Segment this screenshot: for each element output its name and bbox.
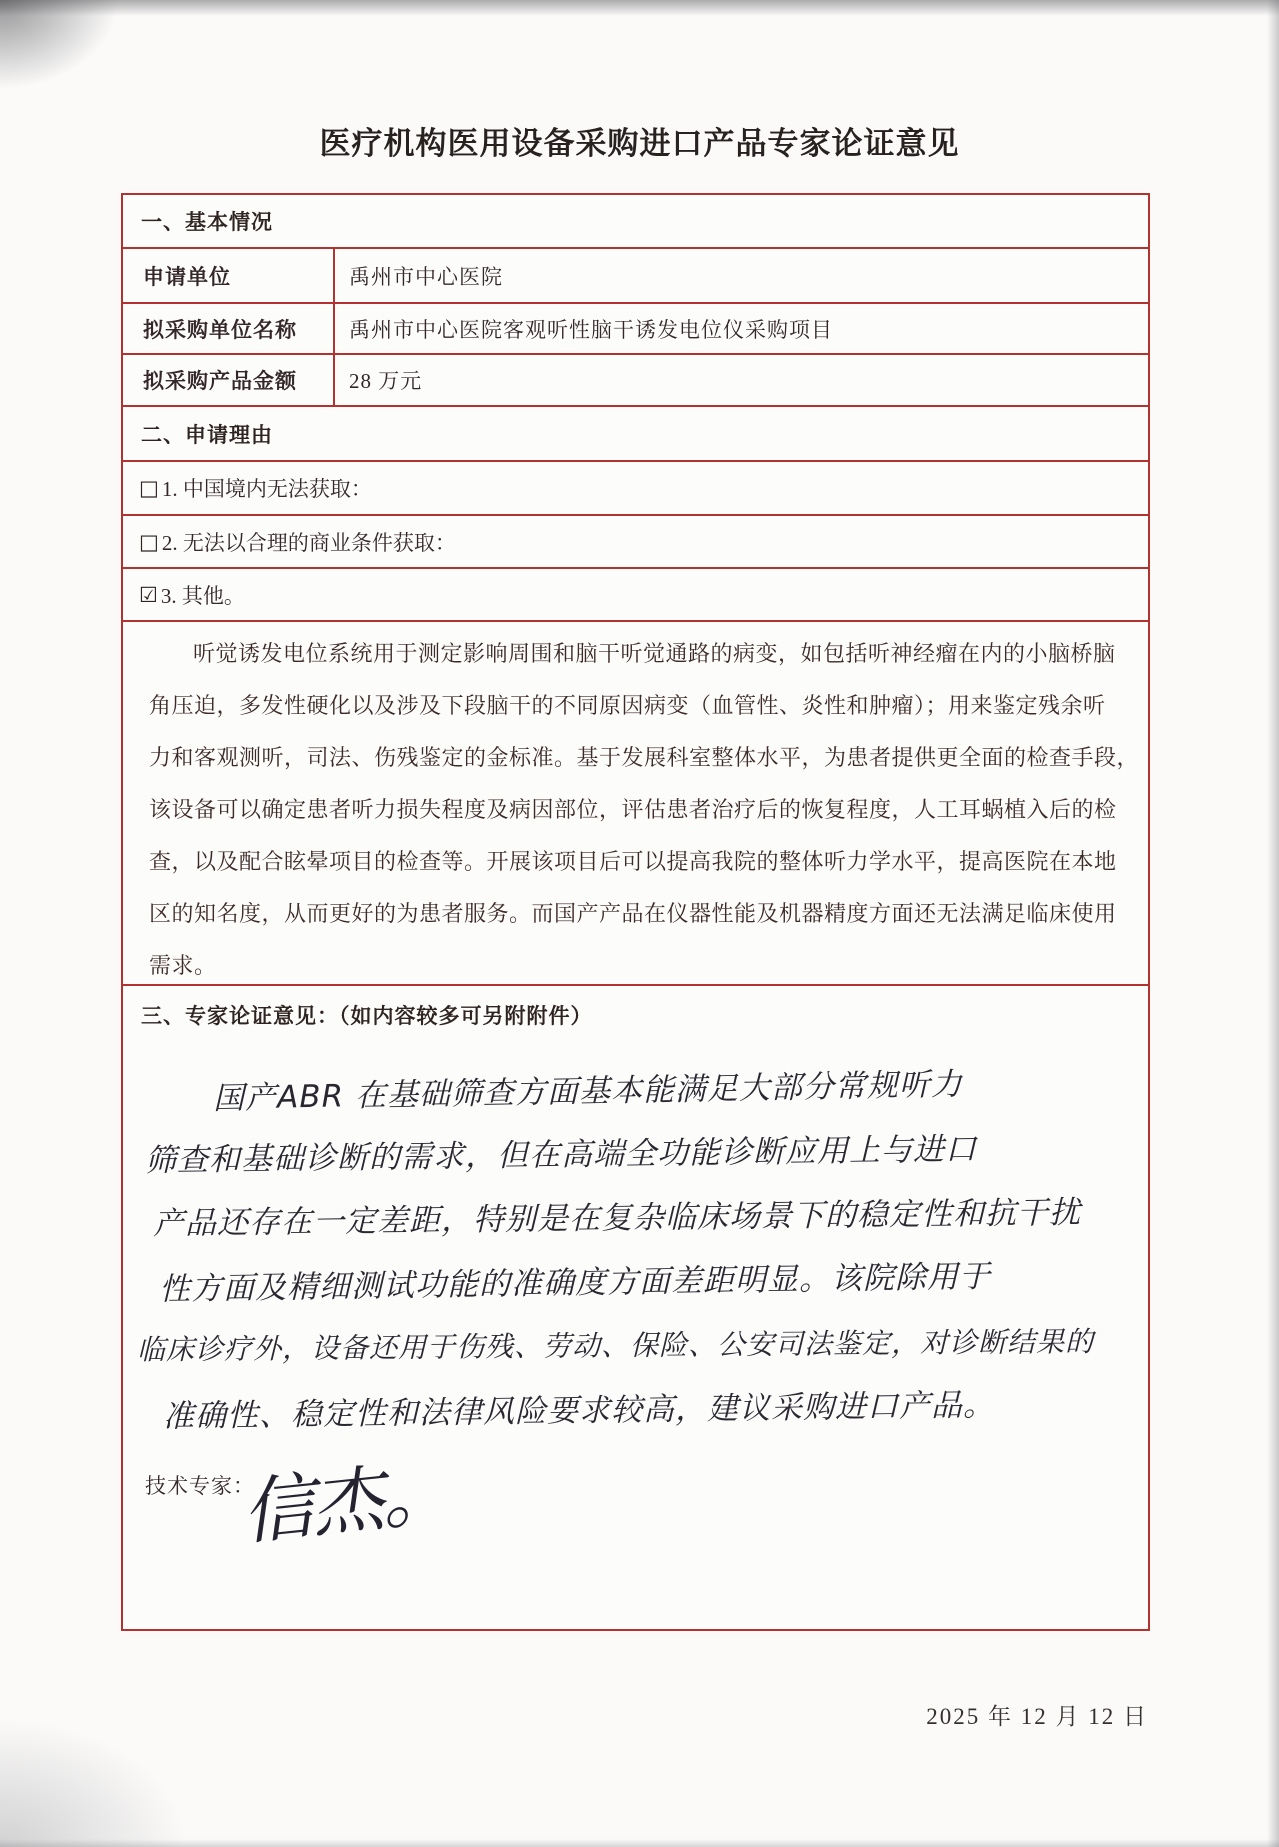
photo-shadow-bottom-left [0,1717,190,1847]
reason-paragraph [123,620,1148,984]
handwriting-line: 筛查和基础诊断的需求，但在高端全功能诊断应用上与进口 [144,1131,978,1179]
photo-shadow-top [0,0,1279,16]
reason-paragraph-line: 该设备可以确定患者听力损失程度及病因部位，评估患者治疗后的恢复程度，人工耳蜗植入后的检 [149,797,1117,822]
photo-shadow-right [1267,0,1279,1847]
section2-header: 二、申请理由 [123,405,1148,460]
reason-paragraph-line: 力和客观测听，司法、伤残鉴定的金标准。基于发展科室整体水平，为患者提供更全面的检查手段， [149,745,1140,770]
expert-signature: 信杰。 [237,1449,456,1555]
table-row [123,353,1148,405]
handwriting-line: 国产ABR 在基础筛查方面基本能满足大部分常规听力 [212,1066,964,1117]
applicant-unit-value: 禹州市中心医院 [349,264,503,289]
handwriting-line: 性方面及精细测试功能的准确度方面差距明显。该院除用于 [158,1258,992,1308]
technical-expert-label: 技术专家： [145,1475,255,1498]
applicant-unit-label: 申请单位 [123,249,335,302]
project-name-label: 拟采购单位名称 [123,304,335,353]
reason-paragraph-line: 区的知名度，从而更好的为患者服务。而国产产品在仪器性能及机器精度方面还无法满足临床使用 [149,901,1117,926]
handwriting-line: 产品还存在一定差距，特别是在复杂临床场景下的稳定性和抗干扰 [152,1194,1082,1242]
expert-opinion-handwriting [136,1058,1132,1442]
handwriting-line: 准确性、稳定性和法律风险要求较高，建议采购进口产品。 [162,1387,996,1435]
photo-shadow-top-left [0,0,120,90]
reason-paragraph-line: 查，以及配合眩晕项目的检查等。开展该项目后可以提高我院的整体听力学水平，提高医院在本地 [149,849,1117,874]
reason-option-1 [123,460,1148,514]
reason-option-3 [123,567,1148,620]
table-row [123,302,1148,353]
checkbox-unchecked-icon: □ [139,476,159,500]
form-table [121,193,1150,1631]
reason-paragraph-line: 需求。 [149,953,217,978]
project-name-value: 禹州市中心医院客观听性脑干诱发电位仪采购项目 [349,317,833,342]
reason-option-2 [123,514,1148,567]
checkbox-checked-icon: ☑ [139,582,158,607]
handwriting-line: 临床诊疗外，设备还用于伤残、劳动、保险、公安司法鉴定，对诊断结果的 [136,1324,1095,1367]
product-amount-label: 拟采购产品金额 [123,355,335,405]
expert-opinion-cell [123,984,1148,1629]
reason-paragraph-line: 角压迫，多发性硬化以及涉及下段脑干的不同原因病变（血管性、炎性和肿瘤）；用来鉴定残余听 [149,693,1106,718]
document-title: 医疗机构医用设备采购进口产品专家论证意见 [319,126,960,161]
reason-option-3-label: 3. 其他。 [160,583,245,608]
checkbox-unchecked-icon: □ [139,529,159,554]
reason-option-1-label: 1. 中国境内无法获取： [161,477,372,501]
reason-paragraph-line: 听觉诱发电位系统用于测定影响周围和脑干听觉通路的病变，如包括听神经瘤在内的小脑桥脑 [193,641,1116,666]
photo-shadow-bottom [0,1839,1279,1847]
table-row [123,247,1148,302]
reason-option-2-label: 2. 无法以合理的商业条件获取： [161,530,456,555]
section3-header: 三、专家论证意见：（如内容较多可另附附件） [141,1005,593,1028]
product-amount-value: 28 万元 [349,369,423,393]
document-date: 2025 年 12 月 12 日 [926,1704,1148,1729]
section1-header: 一、基本情况 [141,211,273,234]
